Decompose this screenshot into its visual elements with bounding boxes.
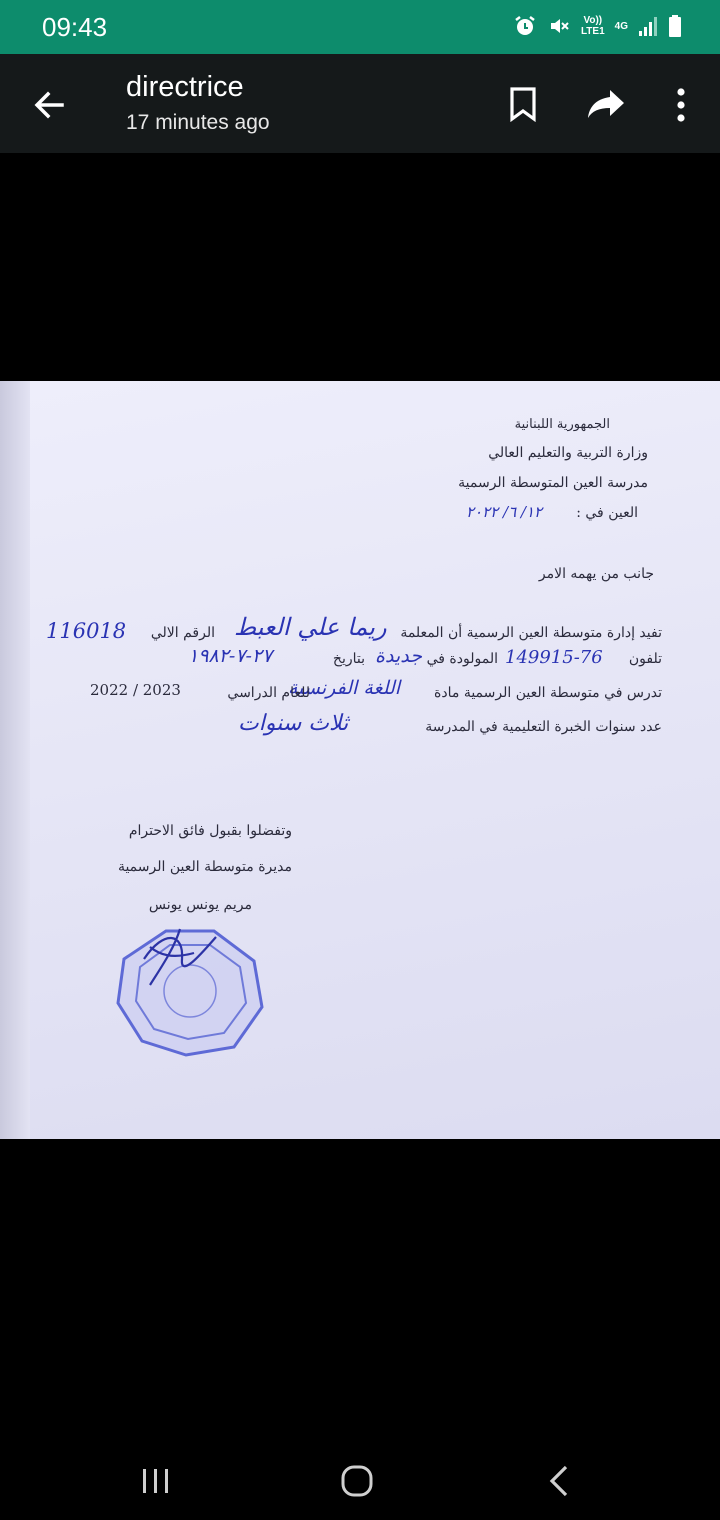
doc-year: 2022 / 2023: [90, 681, 181, 699]
doc-computer-no-label: الرقم الالي: [150, 625, 215, 641]
document-image[interactable]: [0, 381, 720, 1139]
doc-director-title: مديرة متوسطة العين الرسمية: [117, 859, 292, 875]
doc-line3-text: تدرس في متوسطة العين الرسمية مادة: [434, 685, 662, 701]
paper-edge: [0, 381, 30, 1139]
recent-apps-icon[interactable]: [140, 1466, 172, 1496]
doc-school: مدرسة العين المتوسطة الرسمية: [458, 475, 648, 491]
doc-born-label: المولودة في: [426, 651, 498, 667]
doc-line1-text: تفيد إدارة متوسطة العين الرسمية أن المعلمة: [400, 625, 662, 641]
doc-director-name: مريم يونس يونس: [148, 897, 252, 913]
doc-year-label: للعام الدراسي: [227, 685, 310, 701]
chat-subtitle: 17 minutes ago: [126, 111, 270, 134]
status-icons: [513, 14, 682, 38]
more-vert-icon[interactable]: [670, 86, 692, 124]
doc-computer-no: 116018: [46, 619, 127, 643]
doc-birthdate-label: بتاريخ: [332, 651, 365, 667]
doc-years-count: ثلاث سنوات: [238, 711, 349, 736]
doc-phone-label: تلفون: [628, 651, 662, 667]
status-time: 09:43: [42, 12, 108, 42]
4g-icon: 4G: [614, 20, 628, 32]
doc-ministry: وزارة التربية والتعليم العالي: [488, 445, 648, 461]
volte-icon: Vo)) LTE1: [580, 15, 605, 37]
back-icon[interactable]: [546, 1464, 572, 1498]
doc-phone: 149915-76: [505, 647, 603, 668]
doc-republic: الجمهورية اللبنانية: [514, 417, 610, 432]
doc-line4-text: عدد سنوات الخبرة التعليمية في المدرسة: [425, 719, 662, 735]
doc-to-whom: جانب من يهمه الامر: [538, 566, 654, 582]
mute-icon: [547, 14, 571, 38]
chat-title[interactable]: directrice: [126, 71, 244, 103]
doc-date-label: العين في :: [576, 505, 638, 521]
doc-birthplace: جديدة: [375, 645, 422, 667]
navigation-bar: [0, 1440, 720, 1520]
home-icon[interactable]: [340, 1464, 374, 1498]
back-arrow-icon[interactable]: [28, 84, 70, 126]
signal-icon: [638, 15, 658, 37]
doc-teacher-name: ريما علي العبط: [234, 613, 387, 641]
status-bar: [0, 0, 720, 54]
doc-subject: اللغة الفرنسية: [288, 677, 401, 699]
star-icon[interactable]: [506, 86, 540, 122]
school-stamp-icon: [110, 921, 270, 1061]
doc-birthdate: ٢٧-٧-١٩٨٢: [188, 645, 273, 667]
alarm-icon: [513, 14, 537, 38]
doc-closing: وتفضلوا بقبول فائق الاحترام: [128, 823, 292, 839]
app-bar: [0, 54, 720, 153]
forward-icon[interactable]: [586, 88, 626, 120]
doc-date-value: ١٢/ ٦/ ٢٠٢٢: [466, 503, 543, 521]
battery-icon: [668, 14, 682, 38]
